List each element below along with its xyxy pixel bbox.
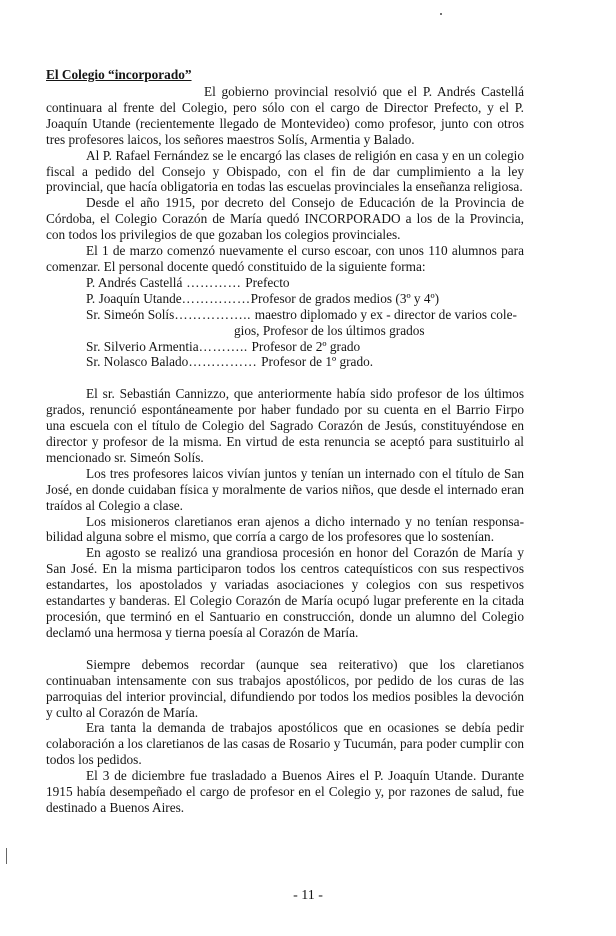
staff-role: Profesor de 2º grado (251, 338, 361, 354)
body-text-top (46, 84, 524, 816)
speck-mark (440, 13, 442, 15)
staff-role: maestro diplomado y ex - director de varios cole- (254, 306, 517, 322)
staff-leader: …………… (188, 354, 262, 370)
staff-list (46, 275, 524, 370)
paragraph: Los tres profesores laicos vivían juntos y tenían un internado con el título de San José, en donde cuidaban física y moralmente de varios niños, que desde el internado eran traídos al Colegio a clase. (46, 465, 524, 513)
staff-leader: ……….. (198, 338, 252, 354)
paragraph: En agosto se realizó una grandiosa procesión en honor del Corazón de María y San José. En la misma participaron todos los centros catequísticos con sus respectivos estandartes, los apostolados y variadas asociaciones y colegios con sus respetivos estandartes y banderas. El Colegio Corazón de María ocupó lugar preferente en la citada procesión, que terminó en el Santuario en construcción, donde un alumno del Colegio declamó una hermosa y tierna poesía al Corazón de María. (46, 545, 524, 640)
staff-name: P. Joaquín Utande (86, 290, 182, 306)
margin-mark (6, 848, 7, 864)
staff-row (86, 339, 524, 355)
staff-row (86, 307, 524, 323)
staff-role: Profesor de grados medios (3º y 4º) (250, 290, 440, 306)
paragraph: El gobierno provincial resolvió que el P. Andrés Castellá continuara al frente del Colegio, pero sólo con el cargo de Director Prefecto, y el P. Joaquín Utande (recientemente llegado de Montevideo) como profesor, junto con otros tres profesores laicos, los señores maestros Solís, Armentia y Balado. (46, 84, 524, 147)
staff-role: Prefecto (245, 274, 290, 290)
section-heading: El Colegio “incorporado” (46, 67, 192, 82)
spacer (46, 641, 524, 657)
paragraph: Al P. Rafael Fernández se le encargó las clases de religión en casa y en un colegio fiscal a pedido del Consejo y Obispado, con el fin de dar cumplimiento a la ley provincial, que hacía obligatoria en todas las escuelas provinciales la enseñanza religiosa. (46, 147, 524, 195)
spacer (46, 370, 524, 386)
staff-name: Sr. Silverio Armentia (86, 338, 199, 354)
paragraph: Los misioneros claretianos eran ajenos a dicho internado y no tenían responsa-bilidad alguna sobre el mismo, que corría a cargo de los profesores que lo sostenían. (46, 513, 524, 545)
paragraph: El 1 de marzo comenzó nuevamente el curso escoar, con unos 110 alumnos para comenzar. El personal docente quedó constituido de la siguiente forma: (46, 243, 524, 274)
paragraph: Desde el año 1915, por decreto del Consejo de Educación de la Provincia de Córdoba, el Colegio Corazón de María quedó INCORPORADO a los de la Provincia, con todos los privilegios de que gozaban los colegios provinciales. (46, 195, 524, 243)
paragraph: El sr. Sebastián Cannizzo, que anteriormente había sido profesor de los últimos grados, renunció espontáneamente por haber fundado por su cuenta en el Barrio Firpo una escuela con el título de Colegio del Sagrado Corazón de Jesús, constituyéndose en director y profesor de la misma. En virtud de esta renuncia se aceptó para sustituirlo al mencionado sr. Simeón Solís. (46, 386, 524, 465)
staff-row (86, 354, 524, 370)
staff-name: Sr. Nolasco Balado (86, 354, 189, 370)
page-number: - 11 - (293, 888, 323, 903)
staff-leader: ………… (182, 274, 246, 290)
staff-leader: …………….. (174, 306, 255, 322)
staff-role: Profesor de 1º grado. (261, 354, 374, 370)
staff-row (86, 275, 524, 291)
staff-role-continuation: gios, Profesor de los últimos grados (234, 322, 425, 338)
staff-leader: …………… (181, 290, 251, 306)
paragraph: Era tanta la demanda de trabajos apostólicos que en ocasiones se debía pedir colaboración a los claretianos de las casas de Rosario y Tucumán, para poder cumplir con todos los pedidos. (46, 720, 524, 768)
staff-row (86, 291, 524, 307)
staff-name: P. Andrés Castellá (86, 274, 183, 290)
paragraph: El 3 de diciembre fue trasladado a Buenos Aires el P. Joaquín Utande. Durante 1915 había desempeñado el cargo de profesor en el Colegio y, por razones de salud, fue destinado a Buenos Aires. (46, 768, 524, 815)
staff-name: Sr. Simeón Solís (86, 306, 175, 322)
paragraph: Siempre debemos recordar (aunque sea reiterativo) que los claretianos continuaban intensamente con sus trabajos apostólicos, por pedido de los curas de las parroquias del interior provincial, difundiendo por todos los medios posibles la devoción y culto al Corazón de María. (46, 656, 524, 720)
